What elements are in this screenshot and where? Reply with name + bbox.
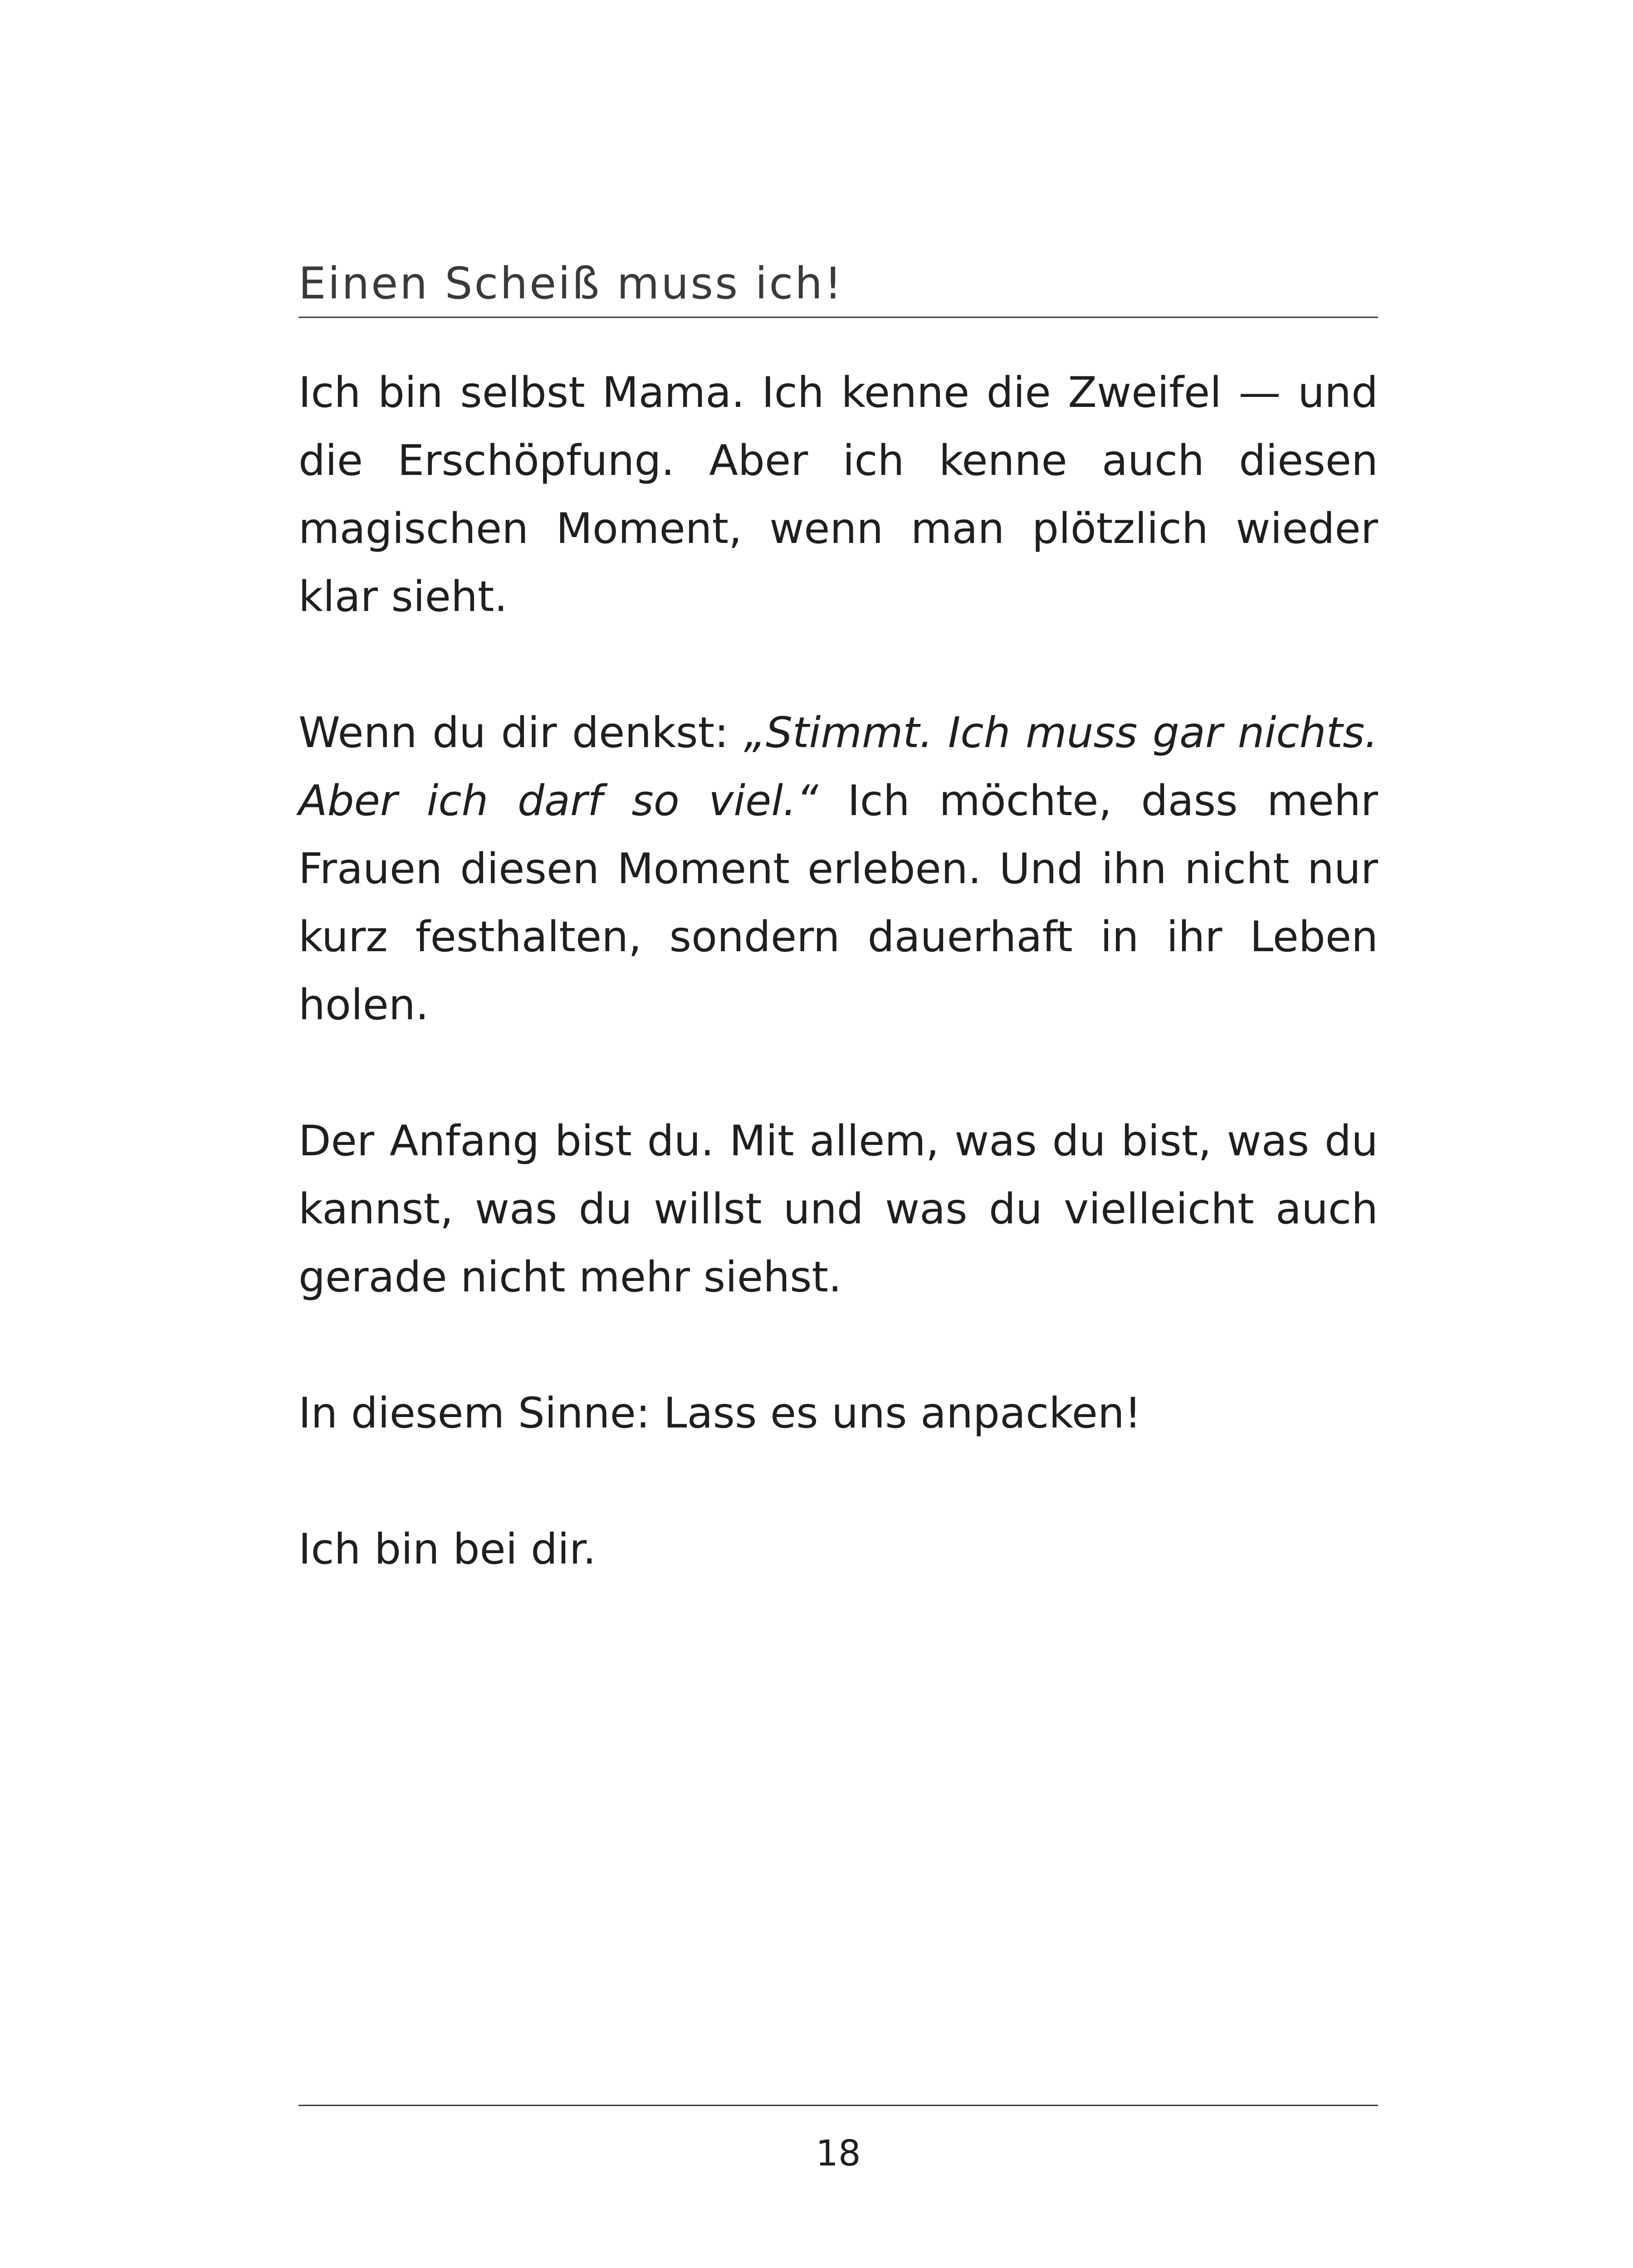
paragraph-2-tail: Ich möchte, dass mehr Frauen diesen Moment erleben. Und ihn nicht nur kurz festhalten, sondern dauerhaft in ihr Leben holen. [298,776,1378,1029]
paragraph-2-quote: „Stimmt. Ich muss gar nichts. Aber ich darf so viel.“ [298,708,1378,825]
running-head-title: Einen Scheiß muss ich! [298,258,844,309]
paragraph-4: In diesem Sinne: Lass es uns anpacken! [298,1388,1142,1437]
paragraph-3: Der Anfang bist du. Mit allem, was du bist, was du kannst, was du willst und was du vielleicht auch gerade nicht mehr siehst. [298,1116,1378,1301]
header-rule [298,317,1378,318]
footer [298,2105,1378,2174]
paragraph-1: Ich bin selbst Mama. Ich kenne die Zweifel — und die Erschöpfung. Aber ich kenne auch diesen magischen Moment, wenn man plötzlich wieder klar sieht. [298,368,1378,621]
footer-rule [298,2105,1378,2106]
paragraph-2 [298,699,1378,1039]
body-text [298,358,1378,1651]
paragraph-5: Ich bin bei dir. [298,1525,596,1574]
page-number: 18 [816,2133,861,2174]
running-head [298,254,1378,318]
paragraph-2-lead: Wenn du dir denkst: [298,708,744,757]
